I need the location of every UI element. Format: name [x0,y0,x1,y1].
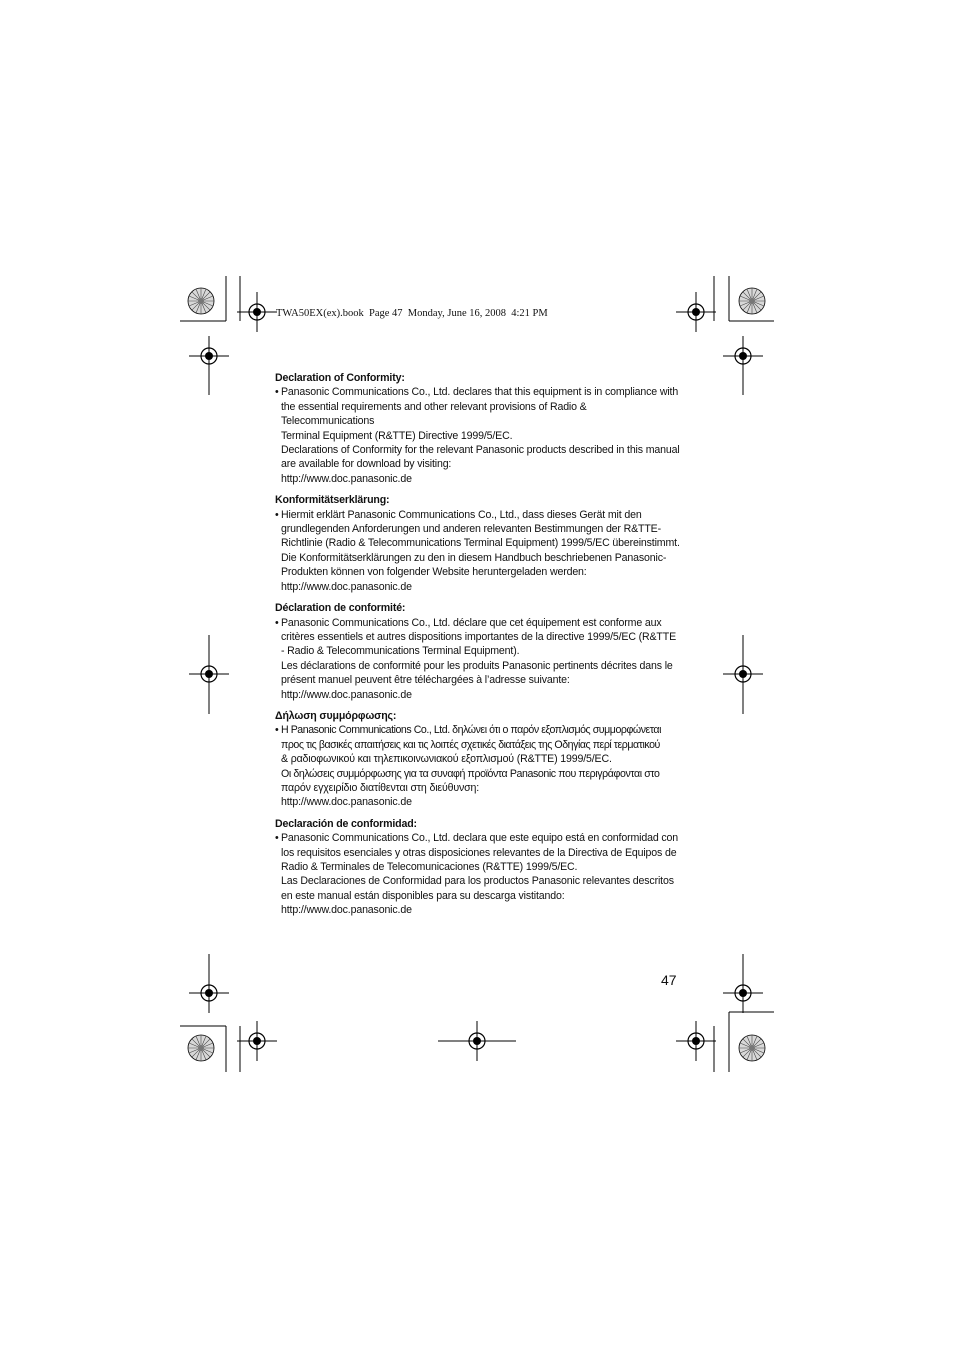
bullet-icon: • [275,724,279,737]
text-line: Radio & Terminales de Telecomunicaciones (R&TTE) 1999/5/EC. [281,861,578,873]
declaration-section-german [275,493,681,594]
registration-mark-icon [237,292,277,332]
download-url: http://www.doc.panasonic.de [281,472,412,485]
bullet-item [275,831,681,917]
registration-mark-icon [723,973,763,1013]
bullet-item [275,723,681,809]
page-number: 47 [661,972,677,988]
text-line: critères essentiels et autres dispositions importantes de la directive 1999/5/EC (R&TTE [281,630,676,643]
registration-mark-icon [723,336,763,376]
registration-mark-icon [676,292,716,332]
starburst-mark-icon [188,1035,214,1061]
bullet-item [275,508,681,594]
bullet-icon: • [275,616,279,629]
registration-mark-icon [237,1021,277,1061]
text-line: are available for download by visiting: [281,458,452,471]
declarations [275,371,681,925]
registration-mark-icon [189,973,229,1013]
text-line: Terminal Equipment (R&TTE) Directive 1999/5/EC. [281,429,513,442]
text-line: - Radio & Telecommunications Terminal Equipment). [281,645,520,658]
text-line: παρόν εγχειρίδιο διατίθενται στη διεύθυνση: [281,781,480,794]
starburst-mark-icon [188,288,214,314]
text-line: προς τις βασικές απαιτήσεις και τις λοιπές σχετικές διατάξεις της Οδηγίας περί τερματικού [281,738,660,751]
text-line: Οι δηλώσεις συμμόρφωσης για τα συναφή προϊόντα Panasonic που περιγράφονται στο [281,767,660,780]
text-line: Η Panasonic Communications Co., Ltd. δηλώνει ότι ο παρόν εξοπλισμός συμμορφώνεται [281,724,661,737]
declaration-section-french [275,601,681,702]
text-line: Die Konformitätserklärungen zu den in diesem Handbuch beschriebenen Panasonic- [281,551,667,564]
bullet-item [275,616,681,702]
section-heading: Declaration of Conformity: [275,372,405,384]
text-line: grundlegenden Anforderungen und anderen relevanten Bestimmungen der R&TTE- [281,523,661,536]
bullet-icon: • [275,386,279,399]
declaration-section-english [275,371,681,486]
print-header: TWA50EX(ex).book Page 47 Monday, June 16, 2008 4:21 PM [276,308,548,319]
text-line: los requisitos esenciales y otras disposiciones relevantes de la Directiva de Equipos de [281,846,677,859]
section-heading: Déclaration de conformité: [275,602,406,615]
text-line: Panasonic Communications Co., Ltd. declares that this equipment is in compliance with [281,386,679,399]
bullet-icon: • [275,832,279,845]
text-line: en este manual están disponibles para su descarga vistitando: [281,889,565,902]
section-heading: Δήλωση συμμόρφωσης: [275,709,397,722]
download-url: http://www.doc.panasonic.de [281,796,412,809]
registration-mark-icon [676,1021,716,1061]
download-url: http://www.doc.panasonic.de [281,580,412,593]
download-url: http://www.doc.panasonic.de [281,904,412,917]
text-line: Las Declaraciones de Conformidad para los productos Panasonic relevantes descritos [281,875,674,888]
declaration-section-greek [275,709,681,810]
starburst-mark-icon [739,1035,765,1061]
declaration-section-spanish [275,817,681,918]
text-line: Richtlinie (Radio & Telecommunications Terminal Equipment) 1999/5/EC übereinstimmt. [281,537,680,550]
text-line: Les déclarations de conformité pour les produits Panasonic pertinents décrites dans le [281,659,673,672]
section-heading: Declaración de conformidad: [275,817,417,830]
section-heading: Konformitätserklärung: [275,494,390,507]
bullet-icon: • [275,508,279,521]
bullet-item [275,385,681,486]
text-line: the essential requirements and other relevant provisions of Radio & Telecommunications [281,400,587,428]
text-line: Hiermit erklärt Panasonic Communications Co., Ltd., dass dieses Gerät mit den [281,508,642,521]
text-line: Declarations of Conformity for the relevant Panasonic products described in this manual [281,444,680,457]
starburst-mark-icon [739,288,765,314]
text-line: & ραδιοφωνικού και τηλεπικοινωνιακού εξοπλισμού (R&TTE) 1999/5/EC. [281,753,612,766]
download-url: http://www.doc.panasonic.de [281,688,412,701]
text-line: Panasonic Communications Co., Ltd. declara que este equipo está en conformidad con [281,832,678,845]
text-line: Panasonic Communications Co., Ltd. déclare que cet équipement est conforme aux [281,616,662,629]
text-line: présent manuel peuvent être téléchargées à l’adresse suivante: [281,674,570,687]
text-line: Produkten können von folgender Website heruntergeladen werden: [281,566,587,579]
registration-mark-icon [189,336,229,376]
